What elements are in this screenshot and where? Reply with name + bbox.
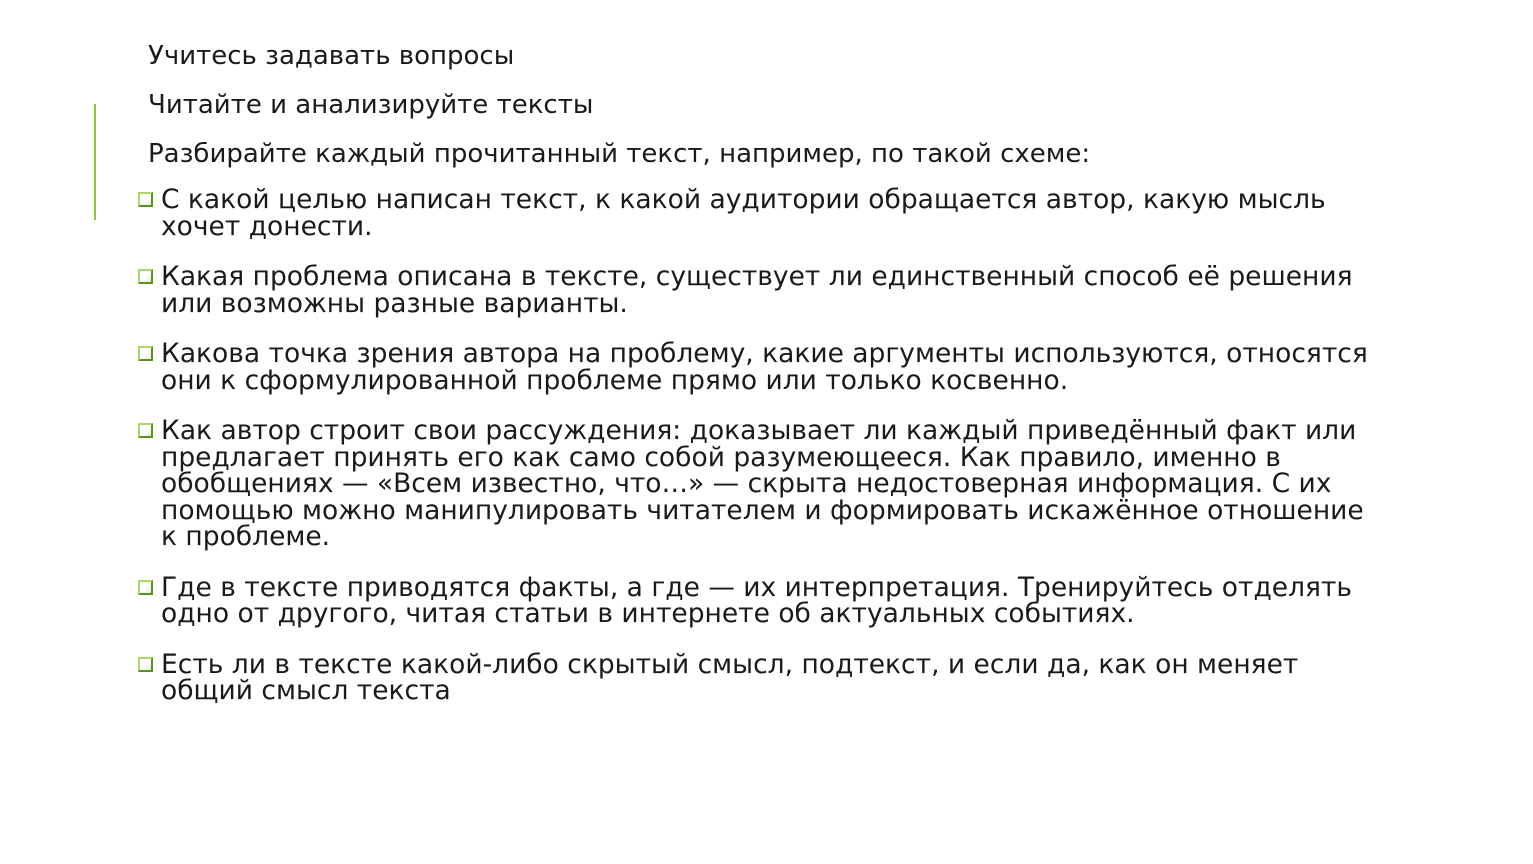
intro-line-2: Читайте и анализируйте тексты (148, 90, 594, 120)
checkbox-square-icon (138, 192, 153, 207)
checkbox-square-icon (138, 657, 153, 672)
bullet-text: Есть ли в тексте какой-либо скрытый смысл, подтекст, и если да, как он меняет общий смысл текста (161, 648, 1299, 706)
accent-bar (94, 104, 96, 220)
slide-content (148, 40, 1378, 729)
bullet-item-2 (138, 261, 1371, 319)
bullet-item-4 (138, 415, 1371, 552)
intro-line-3: Разбирайте каждый прочитанный текст, например, по такой схеме: (148, 139, 1091, 169)
checkbox-square-icon (138, 580, 153, 595)
bullet-item-1 (138, 184, 1371, 242)
bullet-text: Где в тексте приводятся факты, а где — их интерпретация. Тренируйтесь отделять одно от другого, читая статьи в интернете об актуальных событиях. (161, 571, 1352, 629)
bullet-item-5 (138, 571, 1371, 629)
bullet-item-3 (138, 338, 1371, 396)
bullet-text: Как автор строит свои рассуждения: доказывает ли каждый приведённый факт или предлагает принять его как само собой разумеющееся. Как правило, именно в обобщениях — «Всем известно, что…» — скрыта недостоверная информация. С их помощью можно манипулировать читателем и формировать искажённое отношение к проблеме. (161, 415, 1364, 552)
checkbox-square-icon (138, 423, 153, 438)
bullet-text: С какой целью написан текст, к какой аудитории обращается автор, какую мысль хочет донести. (161, 184, 1326, 242)
checkbox-square-icon (138, 346, 153, 361)
intro-line-1: Учитесь задавать вопросы (148, 41, 515, 71)
checkbox-square-icon (138, 269, 153, 284)
bullet-item-6 (138, 648, 1371, 706)
bullet-text: Какая проблема описана в тексте, существует ли единственный способ её решения или возможны разные варианты. (161, 261, 1353, 319)
bullet-text: Какова точка зрения автора на проблему, какие аргументы используются, относятся они к сформулированной проблеме прямо или только косвенно. (161, 338, 1368, 396)
